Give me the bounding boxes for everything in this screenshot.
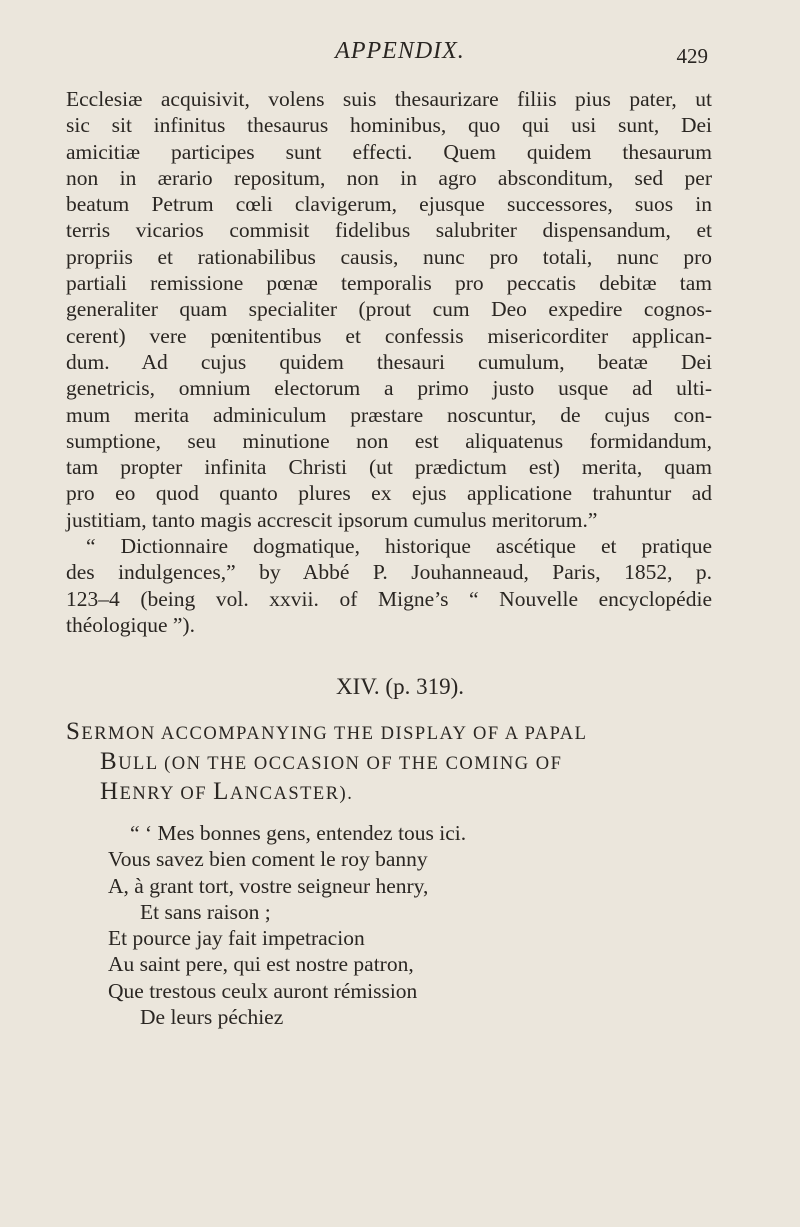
verse-line: Et pource jay fait impetracion	[108, 926, 365, 951]
heading-initial: S	[66, 718, 82, 745]
verse-line: Au saint pere, qui est nostre patron,	[108, 952, 414, 977]
text-line: cerent) vere pœnitentibus et confessis misericorditer applican-	[66, 323, 712, 348]
section-number: XIV. (p. 319).	[336, 674, 464, 699]
text-line: amicitiæ participes sunt effecti. Quem quidem thesaurum	[66, 139, 712, 164]
text-line: justitiam, tanto magis accrescit ipsorum cumulus meritorum.”	[66, 507, 598, 532]
text-line: beatum Petrum cœli clavigerum, ejusque successores, suos in	[66, 192, 712, 217]
text-line: pro eo quod quanto plures ex ejus applicatione trahuntur ad	[66, 481, 712, 506]
running-head: APPENDIX.	[335, 38, 465, 64]
verse-block	[108, 820, 728, 1030]
text-line: generaliter quam specialiter (prout cum Deo expedire cognos-	[66, 297, 712, 322]
heading-text: ANCASTER).	[229, 784, 354, 804]
verse-line: De leurs péchiez	[140, 1005, 284, 1030]
page-number: 429	[676, 44, 708, 68]
text-line: propriis et rationabilibus causis, nunc pro totali, nunc pro	[66, 244, 712, 269]
text-line: dum. Ad cujus quidem thesauri cumulum, beatæ Dei	[66, 349, 712, 374]
text-line: sumptione, seu minutione non est aliquatenus formidandum,	[66, 428, 712, 453]
heading-line	[66, 748, 712, 778]
body-text	[66, 86, 712, 638]
verse-line: Que trestous ceulx auront rémission	[108, 978, 418, 1003]
text-line: sic sit infinitus thesaurus hominibus, quo qui usi sunt, Dei	[66, 113, 712, 138]
citation-line: “ Dictionnaire dogmatique, historique ascétique et pratique	[86, 534, 712, 559]
verse-line: “ ‘ Mes bonnes gens, entendez tous ici.	[130, 821, 467, 845]
text-line: tam propter infinita Christi (ut prædictum est) merita, quam	[66, 455, 712, 480]
heading-text: ERMON ACCOMPANYING THE DISPLAY OF A PAPAL	[81, 724, 588, 744]
text-line: genetricis, omnium electorum a primo justo usque ad ulti-	[66, 376, 712, 401]
text-line: partiali remissione pœnæ temporalis pro peccatis debitæ tam	[66, 271, 712, 296]
text-line: Ecclesiæ acquisivit, volens suis thesaurizare filiis pius pater, ut	[66, 87, 712, 111]
text-line: mum merita adminiculum præstare noscuntur, de cujus con-	[66, 402, 712, 427]
heading-line	[66, 778, 712, 808]
citation-line: 123–4 (being vol. xxvii. of Migne’s “ Nouvelle encyclopédie	[66, 586, 712, 611]
verse-line: Vous savez bien coment le roy banny	[108, 847, 428, 872]
text-line: non in ærario repositum, non in agro absconditum, sed per	[66, 165, 712, 190]
verse-line: A, à grant tort, vostre seigneur henry,	[108, 873, 429, 898]
heading-initial: L	[213, 778, 230, 805]
verse-line: Et sans raison ;	[140, 899, 271, 924]
heading-initial: B	[100, 748, 119, 775]
section-heading	[66, 718, 712, 808]
heading-initial: H	[100, 778, 120, 805]
heading-text: ENRY OF	[119, 784, 214, 804]
citation-line: théologique ”).	[66, 612, 195, 637]
citation-line: des indulgences,” by Abbé P. Jouhanneaud, Paris, 1852, p.	[66, 560, 712, 585]
heading-line	[66, 718, 712, 748]
heading-text: ULL (ON THE OCCASION OF THE COMING OF	[118, 754, 563, 774]
text-line: terris vicarios commisit fidelibus salubriter dispensandum, et	[66, 218, 712, 243]
